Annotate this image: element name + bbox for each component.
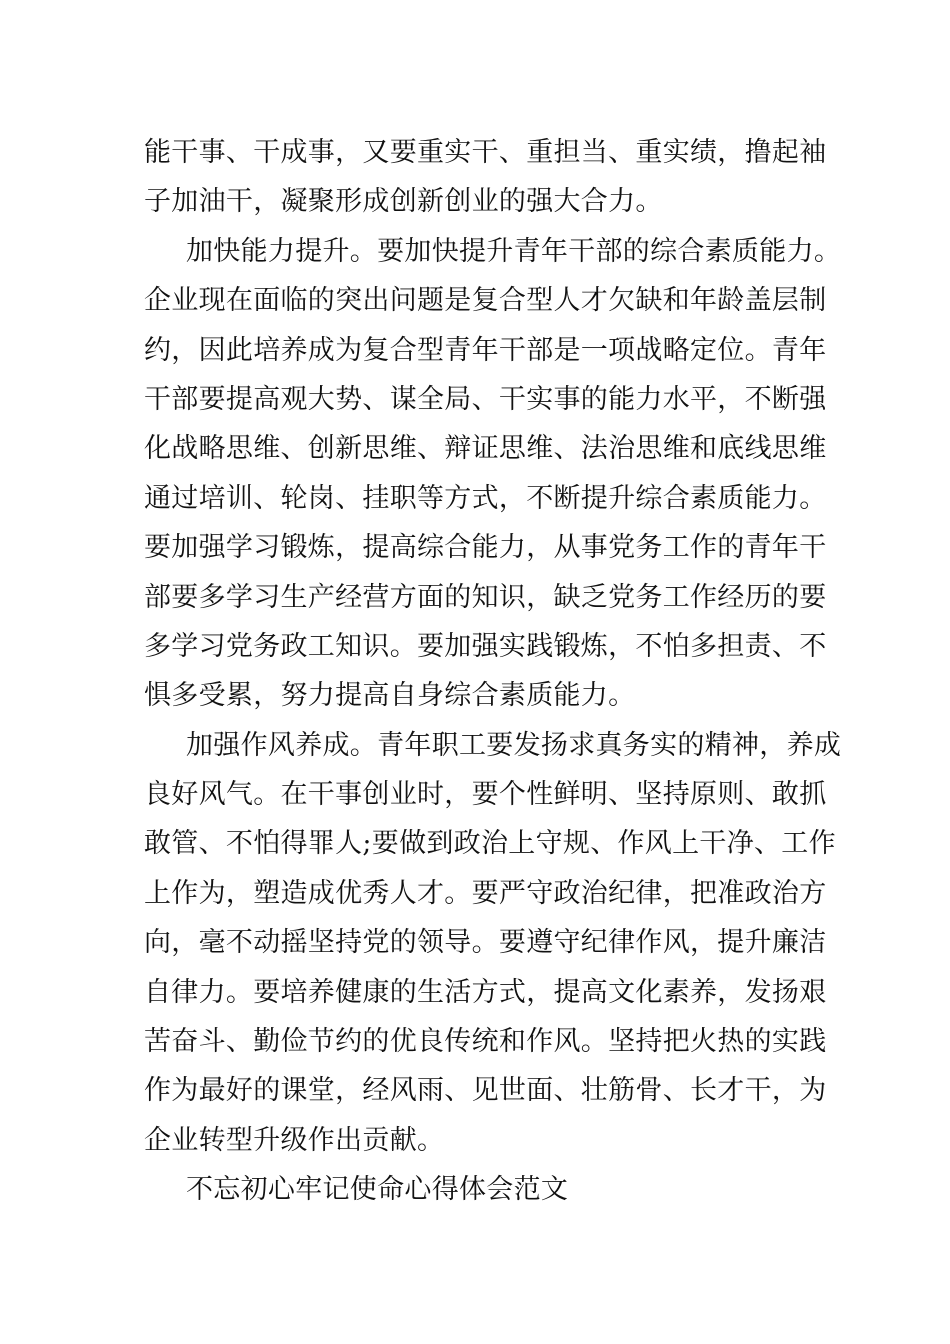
body-text xyxy=(144,128,842,1215)
text-line: 化战略思维、创新思维、辩证思维、法治思维和底线思维 xyxy=(144,433,827,465)
text-line: 惧多受累，努力提高自身综合素质能力。 xyxy=(144,680,636,712)
paragraph-heading-line: 加快能力提升。要加快提升青年干部的综合素质能力。 xyxy=(186,235,842,267)
text-line: 良好风气。在干事创业时，要个性鲜明、坚持原则、敢抓 xyxy=(144,779,827,811)
section-title-line: 不忘初心牢记使命心得体会范文 xyxy=(186,1174,569,1206)
text-line: 多学习党务政工知识。要加强实践锻炼，不怕多担责、不 xyxy=(144,630,827,662)
text-line: 敢管、不怕得罪人;要做到政治上守规、作风上干净、工作 xyxy=(144,828,836,860)
text-line: 作为最好的课堂，经风雨、见世面、壮筋骨、长才干，为 xyxy=(144,1075,827,1107)
text-line: 约，因此培养成为复合型青年干部是一项战略定位。青年 xyxy=(144,334,827,366)
text-line: 企业转型升级作出贡献。 xyxy=(144,1124,445,1156)
text-line: 子加油干，凝聚形成创新创业的强大合力。 xyxy=(144,186,663,218)
text-line: 苦奋斗、勤俭节约的优良传统和作风。坚持把火热的实践 xyxy=(144,1026,827,1058)
paragraph-heading-line: 加强作风养成。青年职工要发扬求真务实的精神，养成 xyxy=(186,729,842,761)
text-line: 干部要提高观大势、谋全局、干实事的能力水平，不断强 xyxy=(144,383,827,415)
text-line: 能干事、干成事，又要重实干、重担当、重实绩，撸起袖 xyxy=(144,137,827,168)
text-line: 部要多学习生产经营方面的知识，缺乏党务工作经历的要 xyxy=(144,581,827,613)
text-line: 上作为，塑造成优秀人才。要严守政治纪律，把准政治方 xyxy=(144,877,827,909)
text-line: 向，毫不动摇坚持党的领导。要遵守纪律作风，提升廉洁 xyxy=(144,927,827,959)
text-line: 自律力。要培养健康的生活方式，提高文化素养，发扬艰 xyxy=(144,976,827,1008)
text-line: 要加强学习锻炼，提高综合能力，从事党务工作的青年干 xyxy=(144,532,827,564)
text-line: 企业现在面临的突出问题是复合型人才欠缺和年龄盖层制 xyxy=(144,285,827,317)
text-line: 通过培训、轮岗、挂职等方式，不断提升综合素质能力。 xyxy=(144,482,827,514)
